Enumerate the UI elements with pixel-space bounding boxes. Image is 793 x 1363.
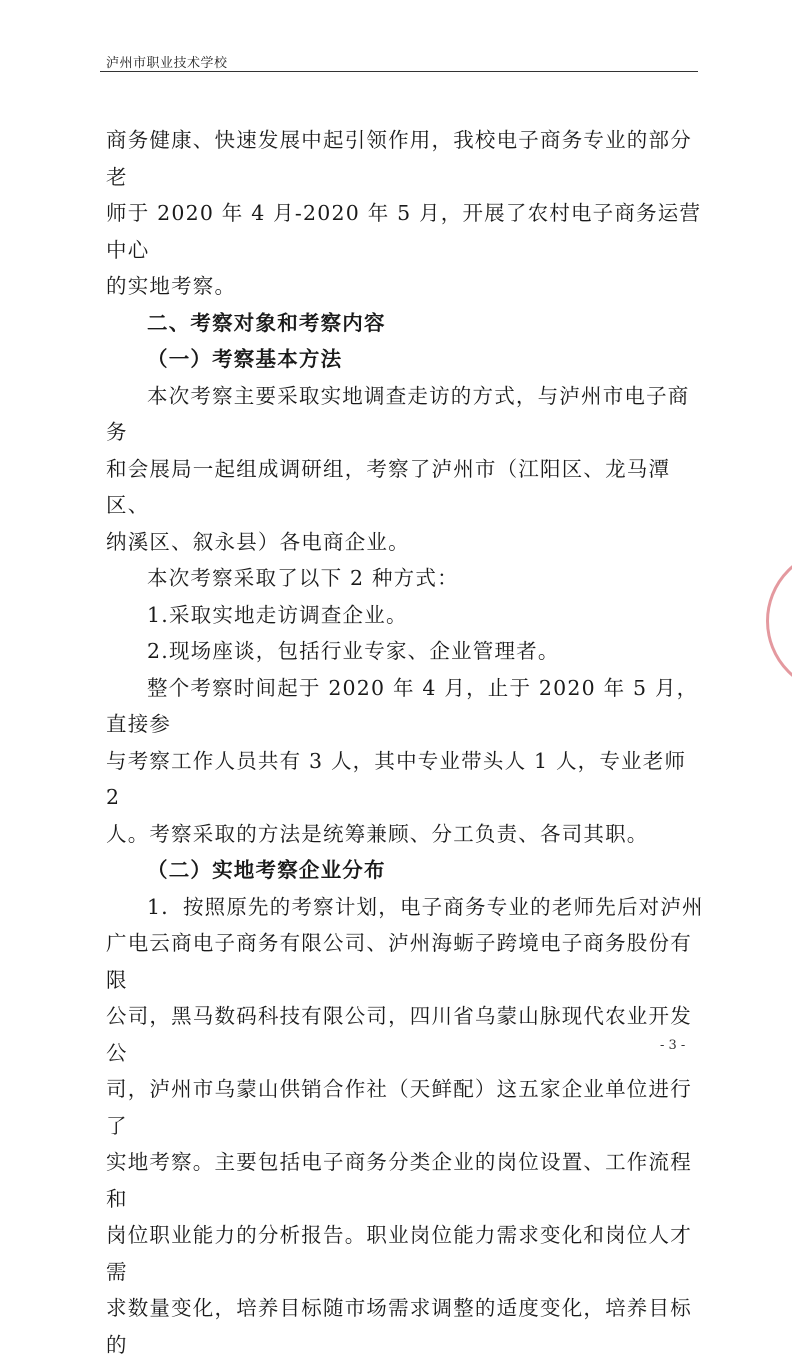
subsection-heading: （二）实地考察企业分布 (147, 858, 386, 882)
body-line: 的实地考察。 (106, 274, 237, 298)
document-body (106, 122, 706, 1363)
seal-stamp-edge (758, 548, 792, 688)
body-line: 与考察工作人员共有 3 人，其中专业带头人 1 人，专业老师 2 (106, 748, 687, 809)
body-line: 司，泸州市乌蒙山供销合作社（天鲜配）这五家企业单位进行了 (106, 1077, 692, 1138)
body-line: 师于 2020 年 4 月-2020 年 5 月，开展了农村电子商务运营中心 (106, 201, 702, 262)
body-line: 整个考察时间起于 2020 年 4 月，止于 2020 年 5 月，直接参 (106, 675, 699, 736)
body-line: 本次考察主要采取实地调查走访的方式，与泸州市电子商务 (106, 383, 690, 444)
header-school-name: 泸州市职业技术学校 (106, 56, 228, 71)
body-line: 广电云商电子商务有限公司、泸州海蛎子跨境电子商务股份有限 (106, 931, 692, 992)
body-line: 实地考察。主要包括电子商务分类企业的岗位设置、工作流程和 (106, 1150, 692, 1211)
body-line: 1．按照原先的考察计划，电子商务专业的老师先后对泸州 (147, 894, 704, 919)
body-line: 和会展局一起组成调研组，考察了泸州市（江阳区、龙马潭区、 (106, 456, 671, 517)
body-line: 本次考察采取了以下 2 种方式： (147, 566, 459, 590)
body-line: 求数量变化，培养目标随市场需求调整的适度变化，培养目标的 (106, 1296, 692, 1357)
section-heading: 二、考察对象和考察内容 (147, 310, 386, 335)
body-line: 岗位职业能力的分析报告。职业岗位能力需求变化和岗位人才需 (106, 1223, 692, 1284)
list-item: 1.采取实地走访调查企业。 (147, 602, 408, 627)
subsection-heading: （一）考察基本方法 (147, 347, 343, 371)
page-number: - 3 - (660, 1038, 686, 1053)
body-line: 纳溪区、叙永县）各电商企业。 (106, 529, 410, 554)
body-line: 商务健康、快速发展中起引领作用，我校电子商务专业的部分老 (106, 128, 692, 189)
body-line: 公司，黑马数码科技有限公司，四川省乌蒙山脉现代农业开发公 (106, 1004, 692, 1065)
body-line: 人。考察采取的方法是统筹兼顾、分工负责、各司其职。 (106, 821, 649, 846)
header-rule (100, 71, 698, 72)
list-item: 2.现场座谈，包括行业专家、企业管理者。 (147, 639, 560, 663)
